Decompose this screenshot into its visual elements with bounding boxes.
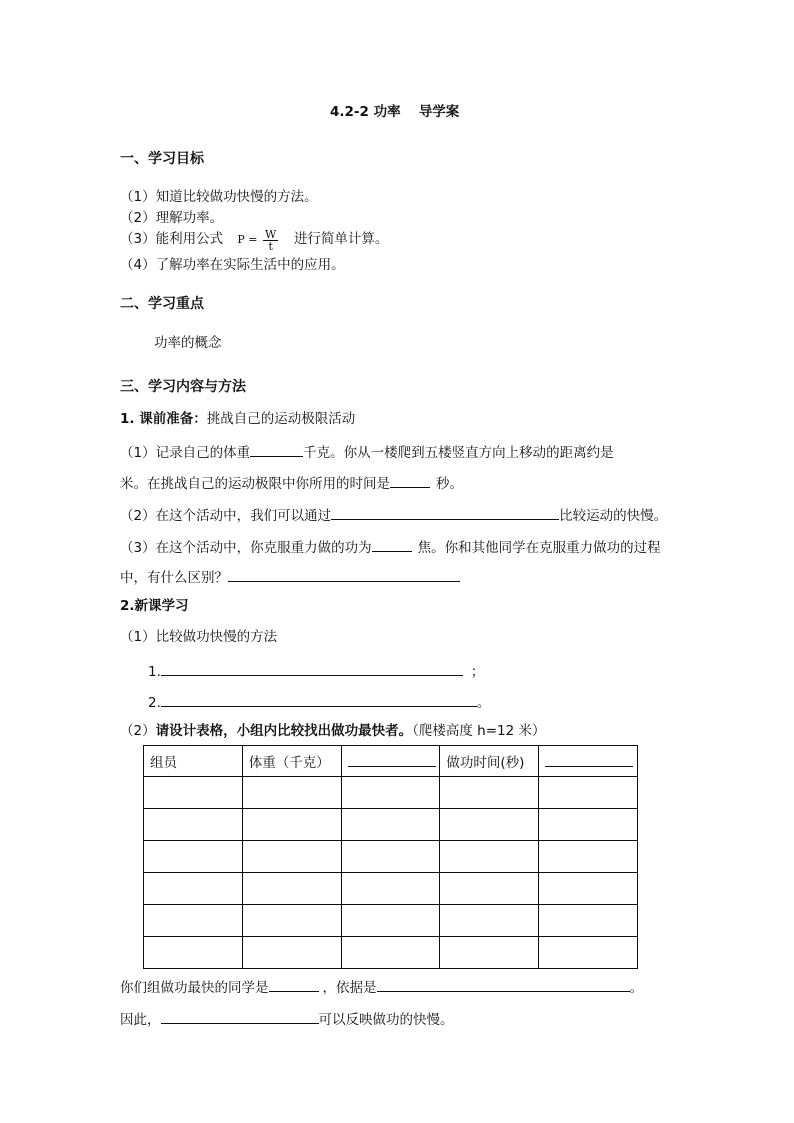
prep-label: 1. 课前准备： — [120, 411, 207, 427]
table-cell[interactable] — [341, 873, 440, 905]
method-item-2 — [148, 691, 490, 712]
new-lesson-q2 — [120, 722, 545, 740]
time-blank[interactable] — [390, 472, 430, 488]
table-header-blank-2[interactable] — [539, 746, 638, 777]
table-header-weight: 体重（千克） — [242, 746, 341, 777]
table-cell[interactable] — [440, 937, 539, 969]
new-lesson-q2-note: （爬楼高度 h=12 米） — [412, 723, 546, 739]
table-cell[interactable] — [539, 873, 638, 905]
table-cell[interactable] — [144, 937, 243, 969]
question-2-text-a: （2）在这个活动中，我们可以通过 — [120, 508, 332, 524]
header-blank-1[interactable] — [348, 752, 436, 767]
table-cell[interactable] — [144, 841, 243, 873]
question-3-text-b: 焦。你和其他同学在克服重力做功的过程 — [417, 540, 661, 556]
therefore-text-b: 可以反映做功的快慢。 — [318, 1012, 454, 1028]
section-heading-goals: 一、学习目标 — [120, 151, 204, 167]
table-cell[interactable] — [539, 937, 638, 969]
table-cell[interactable] — [242, 841, 341, 873]
therefore-blank[interactable] — [161, 1008, 319, 1024]
question-3-line-1 — [120, 536, 661, 557]
fastest-student-blank[interactable] — [269, 976, 319, 992]
table-header-blank-1[interactable] — [341, 746, 440, 777]
table-cell[interactable] — [341, 809, 440, 841]
table-header-member: 组员 — [144, 746, 243, 777]
method-item-1-end: ； — [470, 664, 485, 680]
header-blank-2[interactable] — [545, 752, 633, 767]
table-cell[interactable] — [440, 777, 539, 809]
question-2-text-b: 比较运动的快慢。 — [559, 508, 668, 524]
page-title: 4.2-2 功率 导学案 — [330, 104, 460, 120]
therefore-line — [120, 1008, 454, 1029]
question-1-text-a: （1）记录自己的体重 — [120, 445, 251, 461]
goal-item-4: （4）了解功率在实际生活中的应用。 — [120, 257, 345, 273]
section-heading-content: 三、学习内容与方法 — [120, 379, 246, 395]
question-1-text-c: 米。在挑战自己的运动极限中你所用的时间是 — [120, 476, 390, 492]
weight-blank[interactable] — [250, 441, 303, 457]
formula-numerator: W — [265, 227, 277, 241]
table-cell[interactable] — [341, 905, 440, 937]
formula-fraction — [263, 229, 278, 252]
table-cell[interactable] — [440, 809, 539, 841]
table-row — [144, 841, 638, 873]
method-item-2-end: 。 — [476, 695, 491, 711]
formula-denominator: t — [268, 239, 273, 253]
method-item-2-label: 2. — [148, 695, 161, 711]
power-formula — [237, 227, 283, 253]
table-row — [144, 905, 638, 937]
method-2-blank[interactable] — [161, 691, 477, 707]
fastest-line — [120, 976, 643, 997]
work-blank[interactable] — [372, 536, 412, 552]
table-cell[interactable] — [539, 905, 638, 937]
table-cell[interactable] — [341, 937, 440, 969]
new-lesson-q2-num: （2） — [120, 723, 156, 739]
goal-item-3-tail: 进行简单计算。 — [293, 231, 389, 247]
goal-item-1: （1）知道比较做功快慢的方法。 — [120, 189, 318, 205]
table-cell[interactable] — [242, 937, 341, 969]
new-lesson-q1: （1）比较做功快慢的方法 — [120, 629, 278, 645]
method-item-1-label: 1. — [148, 664, 161, 680]
table-cell[interactable] — [242, 809, 341, 841]
table-row — [144, 777, 638, 809]
table-header-time: 做功时间(秒) — [440, 746, 539, 777]
table-cell[interactable] — [341, 777, 440, 809]
question-3-text-a: （3）在这个活动中，你克服重力做的功为 — [120, 540, 372, 556]
table-cell[interactable] — [440, 905, 539, 937]
data-table — [143, 745, 638, 969]
fastest-text-c: 。 — [629, 980, 643, 996]
goal-item-2: （2）理解功率。 — [120, 210, 224, 226]
table-cell[interactable] — [539, 841, 638, 873]
table-cell[interactable] — [242, 873, 341, 905]
question-3-line-2 — [120, 566, 460, 587]
table-row — [144, 809, 638, 841]
table-cell[interactable] — [539, 809, 638, 841]
table-cell[interactable] — [440, 873, 539, 905]
question-1-line-1 — [120, 441, 614, 462]
prep-line — [120, 410, 355, 428]
difference-blank[interactable] — [228, 566, 460, 582]
goal-item-3-text: （3）能利用公式 — [120, 231, 224, 247]
table-cell[interactable] — [144, 905, 243, 937]
question-1-text-b: 千克。你从一楼爬到五楼竖直方向上移动的距离约是 — [303, 445, 614, 461]
question-1-line-2 — [120, 472, 463, 493]
question-2-line — [120, 504, 667, 525]
table-cell[interactable] — [539, 777, 638, 809]
method-item-1 — [148, 660, 484, 681]
fastest-text-a: 你们组做功最快的同学是 — [120, 980, 269, 996]
fastest-text-b: ，依据是 — [322, 980, 377, 996]
compare-method-blank[interactable] — [331, 504, 559, 520]
prep-text: 挑战自己的运动极限活动 — [206, 411, 356, 427]
table-cell[interactable] — [144, 777, 243, 809]
new-lesson-q2-instruction: 请设计表格，小组内比较找出做功最快者。 — [155, 723, 413, 739]
table-cell[interactable] — [341, 841, 440, 873]
table-cell[interactable] — [144, 873, 243, 905]
table-cell[interactable] — [242, 777, 341, 809]
new-lesson-label: 2.新课学习 — [120, 598, 189, 614]
question-3-text-c: 中，有什么区别？ — [120, 570, 228, 586]
method-1-blank[interactable] — [161, 660, 463, 676]
basis-blank[interactable] — [377, 976, 630, 992]
table-cell[interactable] — [144, 809, 243, 841]
section-heading-focus: 二、学习重点 — [120, 296, 204, 312]
formula-lhs: P = — [237, 233, 258, 246]
focus-content: 功率的概念 — [154, 335, 222, 351]
table-cell[interactable] — [440, 841, 539, 873]
table-cell[interactable] — [242, 905, 341, 937]
goal-item-3 — [120, 226, 388, 253]
table-row — [144, 873, 638, 905]
question-1-text-d: 秒。 — [436, 476, 463, 492]
table-row — [144, 937, 638, 969]
therefore-text-a: 因此， — [120, 1012, 161, 1028]
table-header-row — [144, 746, 638, 777]
